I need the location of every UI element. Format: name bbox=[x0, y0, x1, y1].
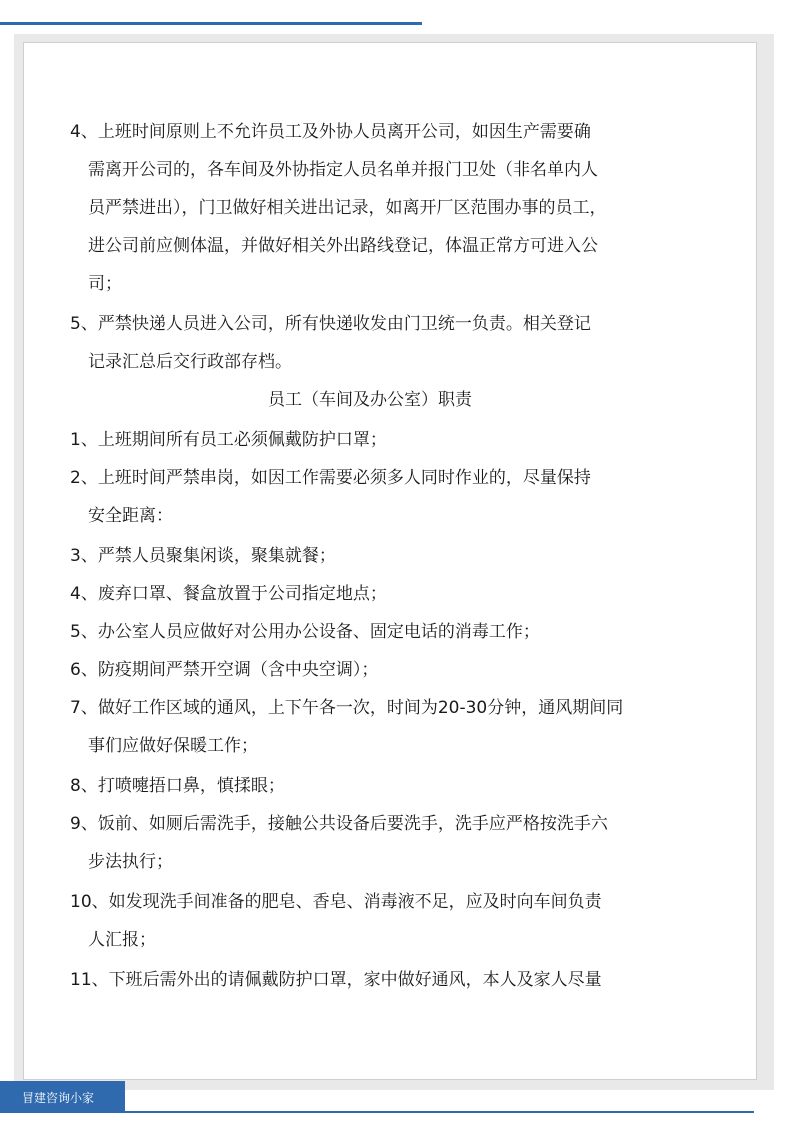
footer-tab-label: 冒建咨询小家 bbox=[22, 1091, 95, 1105]
footer-rule bbox=[125, 1111, 754, 1113]
list-item: 9、饭前、如厕后需洗手，接触公共设备后要洗手，洗手应严格按洗手六 bbox=[70, 814, 608, 834]
paragraph-line: 4、上班时间原则上不允许员工及外协人员离开公司，如因生产需要确 bbox=[70, 122, 591, 142]
list-item: 2、上班时间严禁串岗，如因工作需要必须多人同时作业的，尽量保持 bbox=[70, 468, 591, 488]
list-item: 1、上班期间所有员工必须佩戴防护口罩； bbox=[70, 430, 387, 450]
list-item-continuation: 安全距离： bbox=[88, 506, 173, 526]
list-item: 8、打喷嚏捂口鼻，慎揉眼； bbox=[70, 776, 285, 796]
paragraph-line: 5、严禁快递人员进入公司，所有快递收发由门卫统一负责。相关登记 bbox=[70, 314, 591, 334]
paragraph-line: 司； bbox=[88, 274, 122, 294]
list-item: 5、办公室人员应做好对公用办公设备、固定电话的消毒工作； bbox=[70, 622, 540, 642]
list-item-continuation: 事们应做好保暖工作； bbox=[88, 736, 258, 756]
list-item: 3、严禁人员聚集闲谈，聚集就餐； bbox=[70, 546, 336, 566]
section-title: 员工（车间及办公室）职责 bbox=[268, 390, 472, 410]
list-item: 11、下班后需外出的请佩戴防护口罩，家中做好通风，本人及家人尽量 bbox=[70, 970, 602, 990]
list-item: 10、如发现洗手间准备的肥皂、香皂、消毒液不足，应及时向车间负责 bbox=[70, 892, 602, 912]
paragraph-line: 记录汇总后交行政部存档。 bbox=[88, 352, 292, 372]
list-item-continuation: 步法执行； bbox=[88, 852, 173, 872]
list-item-continuation: 人汇报； bbox=[88, 930, 156, 950]
paragraph-line: 需离开公司的，各车间及外协指定人员名单并报门卫处（非名单内人 bbox=[88, 160, 598, 180]
list-item: 4、废弃口罩、餐盒放置于公司指定地点； bbox=[70, 584, 387, 604]
header-rule bbox=[0, 22, 422, 25]
list-item: 6、防疫期间严禁开空调（含中央空调）； bbox=[70, 660, 379, 680]
footer-tab bbox=[0, 1081, 125, 1113]
paragraph-line: 员严禁进出），门卫做好相关进出记录，如离开厂区范围办事的员工， bbox=[88, 198, 607, 218]
paragraph-line: 进公司前应侧体温，并做好相关外出路线登记，体温正常方可进入公 bbox=[88, 236, 598, 256]
list-item: 7、做好工作区域的通风，上下午各一次，时间为20-30分钟，通风期间同 bbox=[70, 698, 624, 718]
